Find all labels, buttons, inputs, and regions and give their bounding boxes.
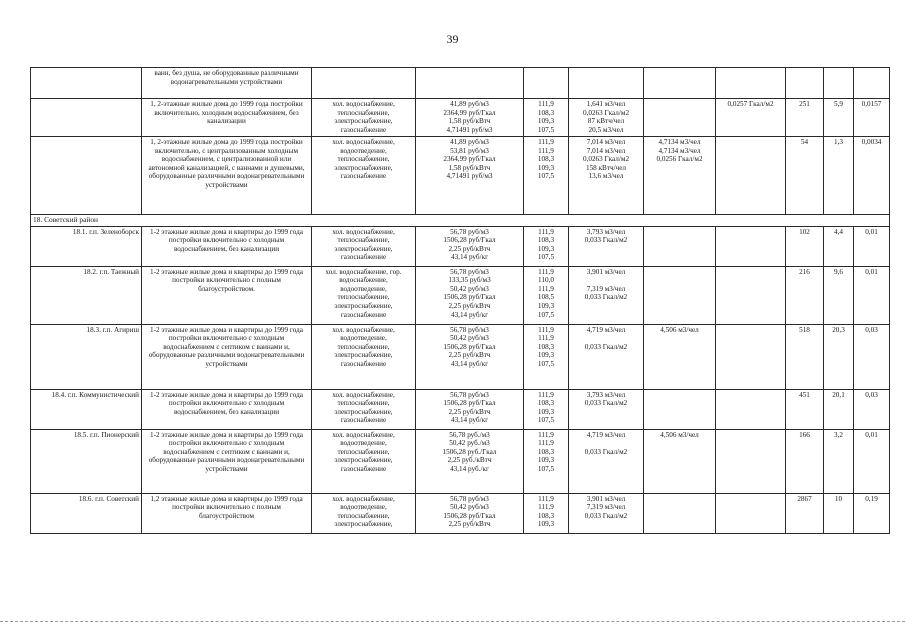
count-cell: 102: [786, 226, 824, 266]
utilities-cell: хол. водоснабжение, водоотведение, теплоснабжение, электроснабжение,: [312, 493, 416, 533]
utilities-cell: хол. водоснабжение, водоотведение, теплоснабжение, электроснабжение, газоснабжение: [312, 137, 416, 215]
page-number: 39: [446, 32, 459, 46]
value-cell: 5,9: [824, 99, 854, 137]
settlement-cell: 18.1. г.п. Зеленоборск: [31, 226, 142, 266]
settlement-cell: [31, 137, 142, 215]
index-cell: 111,9 111,9 108,3 109,3 107,5: [524, 429, 569, 493]
index-cell: [524, 68, 569, 99]
count-cell: 166: [786, 429, 824, 493]
share-cell: 0,19: [854, 493, 890, 533]
building-type-cell: 1-2 этажные жилые дома и квартиры до 1999 года постройки включительно с холодным водоснабжением, без канализации: [142, 389, 312, 429]
value-cell: 20,1: [824, 389, 854, 429]
building-type-cell: 1,2 этажные жилые дома и квартиры до 1999 года постройки включительно с полным благоустройством: [142, 493, 312, 533]
heat-norm-cell: [716, 226, 786, 266]
tariffs-cell: [416, 68, 524, 99]
tariffs-cell: 41,89 руб/м3 53,81 руб/м3 2364,99 руб/Гкал 1,58 руб/кВтч 4,71491 руб/м3: [416, 137, 524, 215]
tariffs-cell: 56,78 руб./м3 50,42 руб./м3 1506,28 руб./Гкал 2,25 руб./кВтч 43,14 руб./кг: [416, 429, 524, 493]
building-type-cell: 1-2 этажные жилые дома и квартиры до 1999 года постройки включительно с полным благоустройством.: [142, 266, 312, 324]
index-cell: 111,9 111,9 108,3 109,3 107,5: [524, 137, 569, 215]
settlement-cell: 18.5. г.п. Пионерский: [31, 429, 142, 493]
table-row: [31, 68, 890, 99]
building-type-cell: 1-2 этажные жилые дома и квартиры до 1999 года постройки включительно с холодным водоснабжением с септиком с ваннами и, оборудованные различными водонагревательными устройствами: [142, 429, 312, 493]
norms-cell: 3,793 м3/чел 0,033 Гкал/м2: [569, 389, 644, 429]
norms-cell: 3,901 м3/чел 7,319 м3/чел 0,033 Гкал/м2: [569, 493, 644, 533]
index-cell: 111,9 108,3 109,3 107,5: [524, 226, 569, 266]
value-cell: [824, 68, 854, 99]
tariffs-cell: 56,78 руб/м3 50,42 руб/м3 1506,28 руб/Гкал 2,25 руб/кВтч 43,14 руб/кг: [416, 324, 524, 389]
settlement-cell: [31, 68, 142, 99]
utilities-cell: хол. водоснабжение, теплоснабжение, электроснабжение, газоснабжение: [312, 226, 416, 266]
building-type-cell: 1-2 этажные жилые дома и квартиры до 1999 года постройки включительно с холодным водоснабжением с септиком с ваннами и, оборудованные различными водонагревательными устройствами: [142, 324, 312, 389]
settlement-cell: [31, 99, 142, 137]
count-cell: 54: [786, 137, 824, 215]
value-cell: 3,2: [824, 429, 854, 493]
count-cell: 251: [786, 99, 824, 137]
utilities-cell: хол. водоснабжение, водоотведение, теплоснабжение, электроснабжение, газоснабжение: [312, 324, 416, 389]
heat-norm-cell: [716, 68, 786, 99]
extra-norm-cell: 4,7134 м3/чел 4,7134 м3/чел 0,0256 Гкал/м2: [644, 137, 716, 215]
share-cell: 0,01: [854, 226, 890, 266]
share-cell: 0,0034: [854, 137, 890, 215]
heat-norm-cell: [716, 493, 786, 533]
share-cell: 0,03: [854, 324, 890, 389]
heat-norm-cell: [716, 429, 786, 493]
heat-norm-cell: [716, 266, 786, 324]
extra-norm-cell: 4,506 м3/чел: [644, 324, 716, 389]
norms-cell: 1,641 м3/чел 0,0263 Гкал/м2 87 кВтч/чел 20,5 м3/чел: [569, 99, 644, 137]
index-cell: 111,9 111,9 108,3 109,3: [524, 493, 569, 533]
norms-cell: 4,719 м3/чел 0,033 Гкал/м2: [569, 429, 644, 493]
index-cell: 111,9 111,9 108,3 109,3 107,5: [524, 324, 569, 389]
table-row: [31, 324, 890, 389]
section-title: 18. Советский район: [31, 215, 890, 227]
heat-norm-cell: [716, 137, 786, 215]
count-cell: [786, 68, 824, 99]
tariffs-cell: 56,78 руб/м3 50,42 руб/м3 1506,28 руб/Гкал 2,25 руб/кВтч: [416, 493, 524, 533]
tariffs-cell: 56,78 руб/м3 1506,28 руб/Гкал 2,25 руб/кВтч 43,14 руб/кг: [416, 389, 524, 429]
extra-norm-cell: 4,506 м3/чел: [644, 429, 716, 493]
tariff-table: [30, 67, 890, 534]
settlement-cell: 18.4. г.п. Коммунистический: [31, 389, 142, 429]
value-cell: 20,3: [824, 324, 854, 389]
table-row: [31, 266, 890, 324]
building-type-cell: 1, 2-этажные жилые дома до 1999 года постройки включительно, с централизованным холодным водоснабжением, с централизованной или автономной канализацией, с ваннами и душевыми, оборудованные различными водонагревательными устройствами: [142, 137, 312, 215]
section-row: [31, 215, 890, 227]
utilities-cell: хол. водоснабжение, теплоснабжение, электроснабжение, газоснабжение: [312, 99, 416, 137]
settlement-cell: 18.2. г.п. Таежный: [31, 266, 142, 324]
heat-norm-cell: 0,0257 Гкал/м2: [716, 99, 786, 137]
count-cell: 216: [786, 266, 824, 324]
value-cell: 10: [824, 493, 854, 533]
heat-norm-cell: [716, 389, 786, 429]
share-cell: 0,01: [854, 266, 890, 324]
table-row: [31, 429, 890, 493]
tariffs-cell: 56,78 руб/м3 1506,28 руб/Гкал 2,25 руб/кВтч 43,14 руб/кг: [416, 226, 524, 266]
extra-norm-cell: [644, 493, 716, 533]
norms-cell: 3,901 м3/чел 7,319 м3/чел 0,033 Гкал/м2: [569, 266, 644, 324]
count-cell: 451: [786, 389, 824, 429]
utilities-cell: хол. водоснабжение, гор. водоснабжение, водоотведение, теплоснабжение, электроснабжение, газоснабжение: [312, 266, 416, 324]
tariffs-cell: 56,78 руб/м3 133,35 руб/м3 50,42 руб/м3 1506,28 руб/Гкал 2,25 руб/кВтч 43,14 руб/кг: [416, 266, 524, 324]
extra-norm-cell: [644, 226, 716, 266]
value-cell: 4,4: [824, 226, 854, 266]
value-cell: 9,6: [824, 266, 854, 324]
norms-cell: 7,014 м3/чел 7,014 м3/чел 0,0263 Гкал/м2 158 кВтч/чел 13,6 м3/чел: [569, 137, 644, 215]
utilities-cell: хол. водоснабжение, водоотведение, теплоснабжение, электроснабжение, газоснабжение: [312, 429, 416, 493]
table-row: [31, 99, 890, 137]
index-cell: 111,9 110,0 111,9 108,5 109,3 107,5: [524, 266, 569, 324]
index-cell: 111,9 108,3 109,3 107,5: [524, 389, 569, 429]
index-cell: 111,9 108,3 109,3 107,5: [524, 99, 569, 137]
building-type-cell: 1-2 этажные жилые дома и квартиры до 1999 года постройки включительно с холодным водоснабжением, без канализации: [142, 226, 312, 266]
scan-edge-line: [0, 621, 905, 622]
table-row: [31, 137, 890, 215]
value-cell: 1,3: [824, 137, 854, 215]
share-cell: [854, 68, 890, 99]
tariffs-cell: 41,89 руб/м3 2364,99 руб/Гкал 1,58 руб/кВтч 4,71491 руб/м3: [416, 99, 524, 137]
norms-cell: 3,793 м3/чел 0,033 Гкал/м2: [569, 226, 644, 266]
utilities-cell: [312, 68, 416, 99]
utilities-cell: хол. водоснабжение, теплоснабжение, электроснабжение, газоснабжение: [312, 389, 416, 429]
table-row: [31, 493, 890, 533]
extra-norm-cell: [644, 99, 716, 137]
table-row: [31, 389, 890, 429]
share-cell: 0,0157: [854, 99, 890, 137]
building-type-cell: 1, 2-этажные жилые дома до 1999 года постройки включительно, холодным водоснабжением, без канализации: [142, 99, 312, 137]
extra-norm-cell: [644, 68, 716, 99]
settlement-cell: 18.6. г.п. Советский: [31, 493, 142, 533]
norms-cell: [569, 68, 644, 99]
extra-norm-cell: [644, 266, 716, 324]
table-row: [31, 226, 890, 266]
settlement-cell: 18.3. г.п. Агириш: [31, 324, 142, 389]
count-cell: 2867: [786, 493, 824, 533]
heat-norm-cell: [716, 324, 786, 389]
table-body: [31, 68, 890, 534]
norms-cell: 4,719 м3/чел 0,033 Гкал/м2: [569, 324, 644, 389]
count-cell: 518: [786, 324, 824, 389]
share-cell: 0,03: [854, 389, 890, 429]
extra-norm-cell: [644, 389, 716, 429]
share-cell: 0,01: [854, 429, 890, 493]
building-type-cell: ванн, без душа, не оборудованные различными водонагревательными устройствами: [142, 68, 312, 99]
